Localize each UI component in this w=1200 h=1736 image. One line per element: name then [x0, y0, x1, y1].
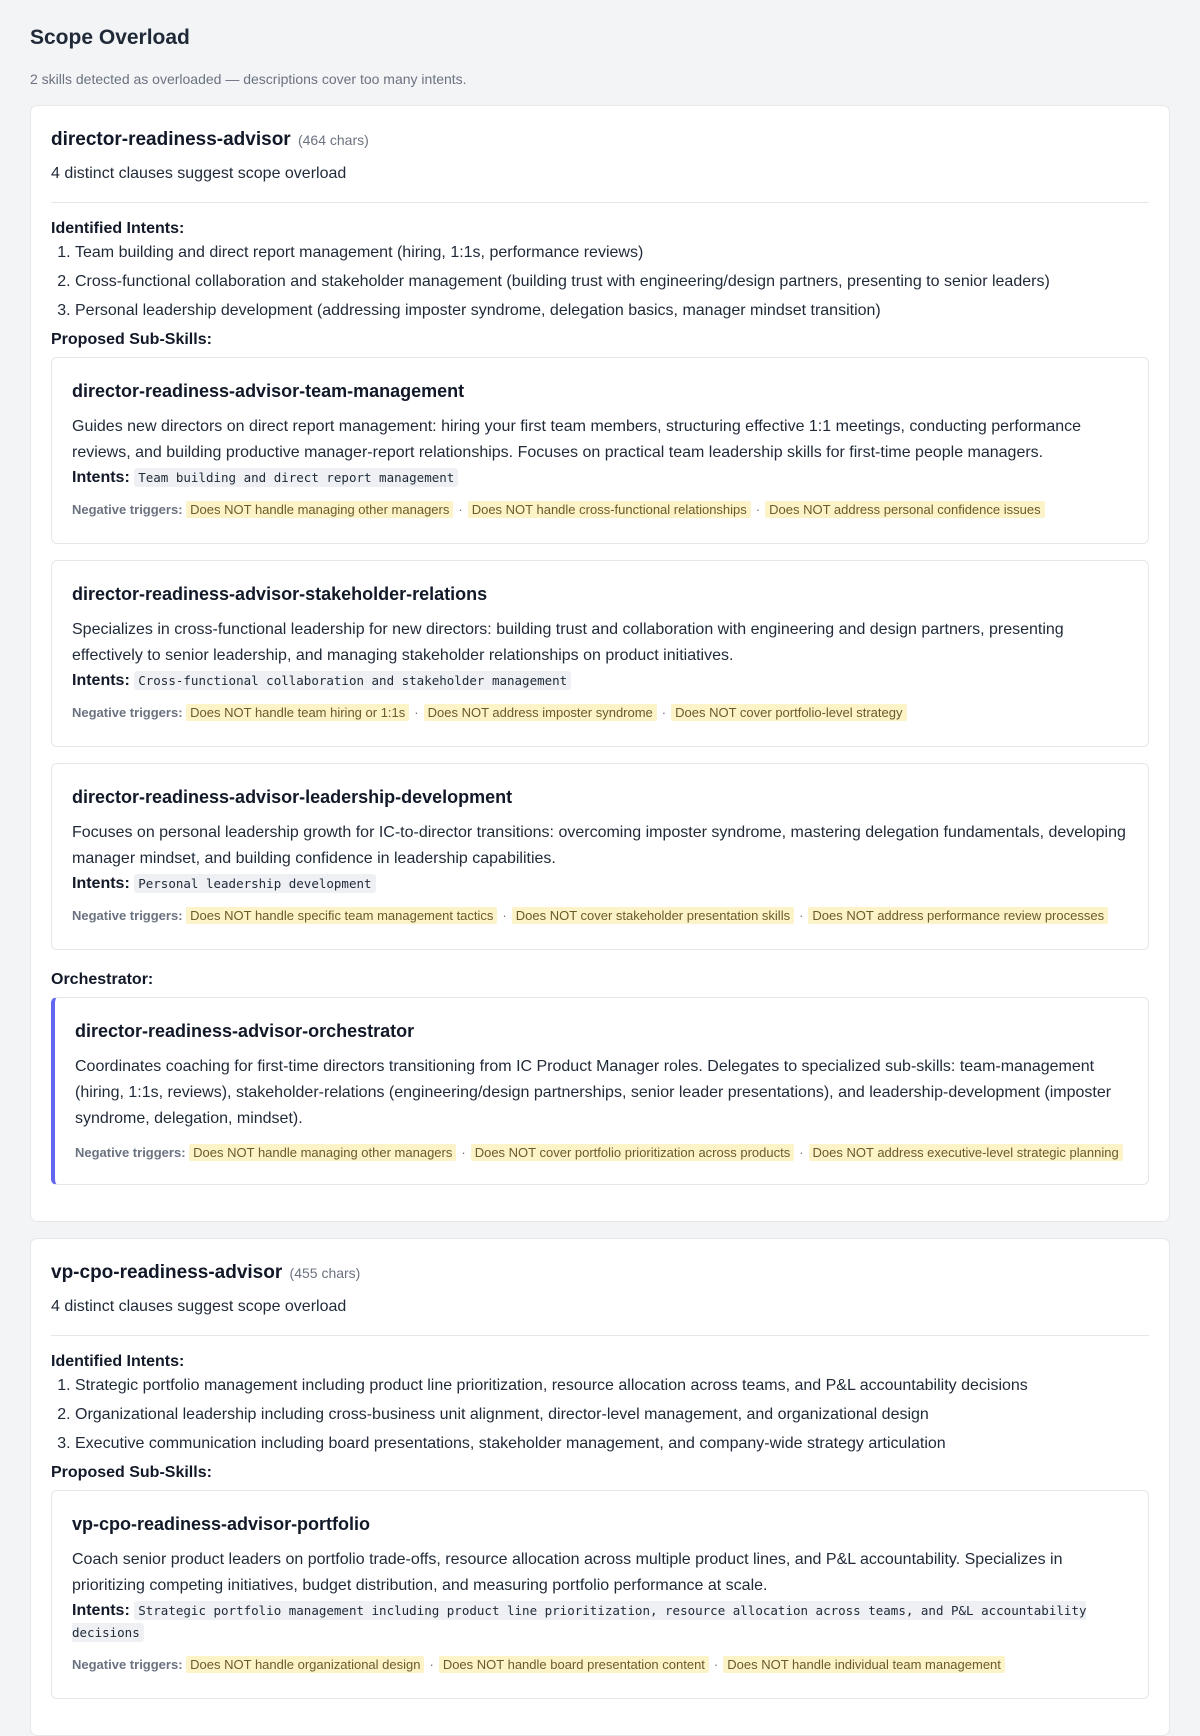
intents-code: Cross-functional collaboration and stakeholder management: [134, 671, 571, 690]
intents-label: Intents:: [72, 672, 130, 689]
subskill-description: Specializes in cross-functional leadership for new directors: building trust and collaboration with engineering and design partners, presenting effectively to senior leadership, and managing stakeholder relationships on product initiatives.: [72, 621, 1064, 664]
skill-name: vp-cpo-readiness-advisor: [51, 1262, 283, 1283]
orchestrator-card: [51, 997, 1149, 1185]
negative-triggers: [72, 905, 1128, 927]
intent-item: 2. Cross-functional collaboration and stakeholder management (building trust with engineering/design partners, presenting to senior leaders): [75, 272, 1149, 292]
intents-code: Personal leadership development: [134, 874, 375, 893]
intent-item: 2. Organizational leadership including cross-business unit alignment, director-level management, and organizational design: [75, 1405, 1149, 1425]
negative-trigger-tag: Does NOT address performance review processes: [808, 907, 1108, 924]
subskill-intents: [72, 873, 1128, 895]
intents-list: [51, 1376, 1149, 1454]
subskill-description: Coach senior product leaders on portfolio trade-offs, resource allocation across multiple product lines, and P&L accountability. Specializes in prioritizing competing initiatives, budget distribution, and measuring portfolio performance at scale.: [72, 1551, 1063, 1594]
negative-trigger-tag: Does NOT handle managing other managers: [189, 1144, 456, 1161]
intent-item: 1. Team building and direct report management (hiring, 1:1s, performance reviews): [75, 243, 1149, 263]
intents-list: [51, 243, 1149, 321]
intents-code: Team building and direct report management: [134, 468, 458, 487]
subskill-name: director-readiness-advisor-stakeholder-relations: [72, 584, 488, 604]
separator: ·: [661, 705, 667, 720]
subskill-intents: [72, 670, 1128, 692]
identified-intents-label: Identified Intents:: [51, 1353, 185, 1370]
negative-trigger-tag: Does NOT handle board presentation content: [439, 1656, 709, 1673]
negative-trigger-tag: Does NOT handle cross-functional relationships: [468, 501, 751, 518]
intent-item: 3. Personal leadership development (addressing imposter syndrome, delegation basics, manager mindset transition): [75, 301, 1149, 321]
negative-trigger-tag: Does NOT handle individual team management: [723, 1656, 1005, 1673]
divider: [51, 202, 1149, 203]
subskill-card: [51, 763, 1149, 950]
negative-triggers-label: Negative triggers:: [72, 908, 183, 923]
orchestrator-label: Orchestrator:: [51, 971, 154, 988]
separator: ·: [502, 908, 507, 923]
subskill-intents: [72, 467, 1128, 489]
separator: ·: [458, 502, 463, 517]
subskill-name: director-readiness-advisor-team-management: [72, 381, 465, 401]
subskill-name: director-readiness-advisor-leadership-development: [72, 787, 513, 807]
separator: ·: [755, 502, 761, 517]
separator: ·: [799, 908, 804, 923]
skill-char-count: (464 chars): [297, 132, 369, 148]
separator: ·: [414, 705, 419, 720]
subskill-name: vp-cpo-readiness-advisor-portfolio: [72, 1514, 371, 1534]
negative-trigger-tag: Does NOT address personal confidence issues: [765, 501, 1044, 518]
skill-clauses-note: 4 distinct clauses suggest scope overload: [51, 1298, 347, 1315]
skill-char-count: (455 chars): [289, 1265, 361, 1281]
negative-triggers: [72, 1654, 1128, 1676]
negative-triggers: [75, 1142, 1128, 1164]
negative-trigger-tag: Does NOT cover portfolio prioritization across products: [471, 1144, 795, 1161]
identified-intents-label: Identified Intents:: [51, 220, 185, 237]
negative-trigger-tag: Does NOT cover stakeholder presentation skills: [512, 907, 794, 924]
subskill-description: Focuses on personal leadership growth for IC-to-director transitions: overcoming imposter syndrome, mastering delegation fundamentals, developing manager mindset, and building confidence in leadership capabilities.: [72, 824, 1126, 867]
page-subtitle: 2 skills detected as overloaded — descriptions cover too many intents.: [30, 71, 467, 87]
orchestrator-name: director-readiness-advisor-orchestrator: [75, 1021, 415, 1041]
skill-card: [30, 1238, 1170, 1736]
negative-trigger-tag: Does NOT address imposter syndrome: [424, 704, 657, 721]
divider: [51, 1335, 1149, 1336]
proposed-subskills-label: Proposed Sub-Skills:: [51, 1464, 212, 1481]
skill-header: [51, 1261, 1149, 1285]
negative-trigger-tag: Does NOT handle team hiring or 1:1s: [186, 704, 409, 721]
separator: ·: [713, 1657, 719, 1672]
negative-trigger-tag: Does NOT handle specific team management tactics: [186, 907, 497, 924]
negative-triggers-label: Negative triggers:: [72, 705, 183, 720]
separator: ·: [429, 1657, 434, 1672]
page-title: Scope Overload: [30, 26, 190, 49]
negative-triggers: [72, 702, 1128, 724]
proposed-subskills-label: Proposed Sub-Skills:: [51, 331, 212, 348]
intent-item: 3. Executive communication including board presentations, stakeholder management, and company-wide strategy articulation: [75, 1434, 1149, 1454]
negative-trigger-tag: Does NOT handle organizational design: [186, 1656, 424, 1673]
negative-triggers-label: Negative triggers:: [72, 1657, 183, 1672]
subskill-card: [51, 560, 1149, 747]
skill-clauses-note: 4 distinct clauses suggest scope overload: [51, 165, 347, 182]
subskill-description: Guides new directors on direct report management: hiring your first team members, structuring effective 1:1 meetings, conducting performance reviews, and building productive manager-report relationships. Focuses on practical team leadership skills for first-time people managers.: [72, 418, 1082, 461]
orchestrator-description: Coordinates coaching for first-time directors transitioning from IC Product Manager roles. Delegates to specialized sub-skills: team-management (hiring, 1:1s, reviews), stakeholder-relations (engineering/design partnerships, senior leader presentations), and leadership-development (imposter syndrome, delegation, mindset).: [75, 1058, 1112, 1127]
skill-header: [51, 128, 1149, 152]
negative-triggers-label: Negative triggers:: [75, 1145, 186, 1160]
intents-label: Intents:: [72, 875, 130, 892]
negative-trigger-tag: Does NOT address executive-level strategic planning: [809, 1144, 1123, 1161]
negative-triggers-label: Negative triggers:: [72, 502, 183, 517]
intents-label: Intents:: [72, 1602, 130, 1619]
skill-card: [30, 105, 1170, 1222]
subskill-card: [51, 357, 1149, 544]
intent-item: 1. Strategic portfolio management including product line prioritization, resource allocation across teams, and P&L accountability decisions: [75, 1376, 1149, 1396]
negative-triggers: [72, 499, 1128, 521]
intents-code: Strategic portfolio management including product line prioritization, resource allocation across teams, and P&L accountability decisions: [72, 1603, 1087, 1640]
negative-trigger-tag: Does NOT cover portfolio-level strategy: [671, 704, 906, 721]
skill-name: director-readiness-advisor: [51, 129, 291, 150]
intents-label: Intents:: [72, 469, 130, 486]
subskill-card: [51, 1490, 1149, 1699]
subskill-intents: [72, 1600, 1128, 1644]
negative-trigger-tag: Does NOT handle managing other managers: [186, 501, 453, 518]
separator: ·: [461, 1145, 466, 1160]
separator: ·: [799, 1145, 804, 1160]
